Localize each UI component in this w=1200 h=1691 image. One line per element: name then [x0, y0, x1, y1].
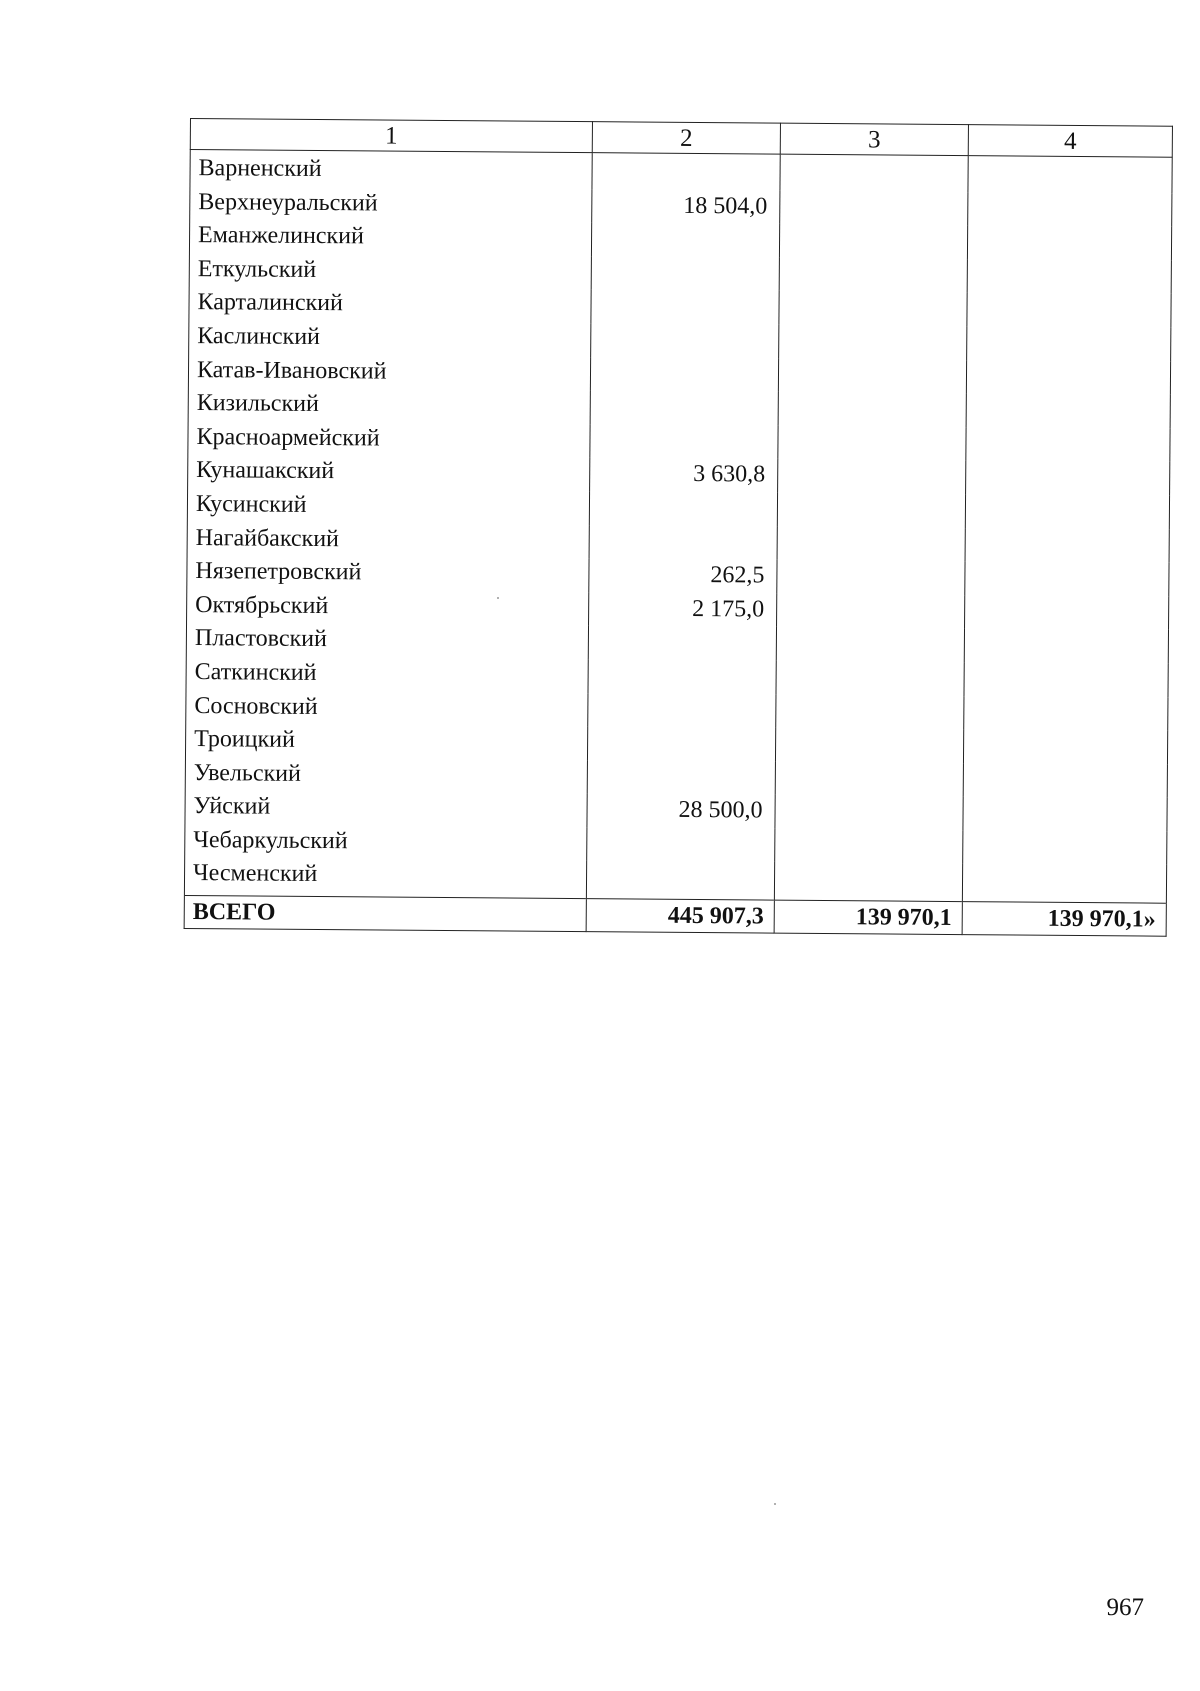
- cell-col-3: [778, 425, 966, 460]
- cell-col-3: [778, 358, 966, 393]
- cell-col-2: 262,5: [589, 558, 777, 593]
- cell-col-2: 2 175,0: [589, 592, 777, 627]
- cell-col-2: [589, 491, 777, 526]
- cell-col-4: [962, 864, 1166, 904]
- header-col-4: 4: [968, 125, 1172, 158]
- scan-speck: [497, 597, 499, 599]
- district-name: Еткульский: [189, 253, 591, 290]
- cell-col-4: [968, 156, 1172, 194]
- cell-col-3: [776, 694, 964, 729]
- cell-col-3: [775, 795, 963, 830]
- cell-col-4: [966, 427, 1170, 462]
- cell-col-4: [963, 763, 1167, 798]
- district-name: Чесменский: [184, 857, 586, 898]
- cell-col-2: [590, 390, 778, 425]
- cell-col-3: [779, 291, 967, 326]
- district-name: Пластовский: [186, 622, 588, 659]
- cell-col-2: [586, 861, 774, 901]
- cell-col-4: [965, 494, 1169, 529]
- scan-speck: [774, 1503, 776, 1505]
- cell-col-2: [590, 357, 778, 392]
- cell-col-3: [776, 661, 964, 696]
- cell-col-2: [591, 290, 779, 325]
- district-name: Нагайбакский: [187, 522, 589, 559]
- total-col-3: 139 970,1: [774, 900, 962, 934]
- cell-col-4: [965, 561, 1169, 596]
- total-col-2: 445 907,3: [586, 899, 774, 933]
- cell-col-3: [780, 190, 968, 225]
- district-name: Катав-Ивановский: [188, 354, 590, 391]
- cell-col-2: [591, 222, 779, 257]
- cell-col-3: [776, 627, 964, 662]
- total-row: [184, 896, 1166, 937]
- cell-col-3: [774, 862, 962, 902]
- cell-col-3: [777, 526, 965, 561]
- cell-col-4: [967, 326, 1171, 361]
- cell-col-2: [591, 323, 779, 358]
- cell-col-4: [964, 662, 1168, 697]
- cell-col-4: [963, 830, 1167, 865]
- cell-col-4: [964, 628, 1168, 663]
- district-name: Каслинский: [189, 320, 591, 357]
- cell-col-2: [587, 760, 775, 795]
- cell-col-3: [779, 325, 967, 360]
- district-name: Варненский: [190, 150, 592, 189]
- cell-col-4: [963, 796, 1167, 831]
- cell-col-4: [968, 192, 1172, 227]
- total-col-4: 139 970,1»: [962, 902, 1166, 937]
- district-name: Красноармейский: [188, 421, 590, 458]
- cell-col-4: [967, 225, 1171, 260]
- cell-col-2: [592, 153, 780, 191]
- cell-col-2: [589, 525, 777, 560]
- table-body: [184, 150, 1172, 904]
- cell-col-2: [587, 726, 775, 761]
- cell-col-3: [779, 257, 967, 292]
- cell-col-4: [966, 460, 1170, 495]
- district-name: Чебаркульский: [185, 824, 587, 861]
- cell-col-3: [775, 828, 963, 863]
- cell-col-4: [965, 595, 1169, 630]
- cell-col-2: [588, 625, 776, 660]
- cell-col-4: [967, 259, 1171, 294]
- total-label: ВСЕГО: [184, 896, 586, 932]
- cell-col-3: [779, 224, 967, 259]
- cell-col-4: [964, 696, 1168, 731]
- district-name: Увельский: [185, 757, 587, 794]
- table-footer: [184, 896, 1166, 937]
- district-name: Кусинский: [187, 488, 589, 525]
- cell-col-4: [966, 360, 1170, 395]
- header-col-3: 3: [780, 123, 968, 155]
- cell-col-3: [778, 392, 966, 427]
- cell-col-4: [967, 292, 1171, 327]
- cell-col-2: [588, 659, 776, 694]
- cell-col-3: [775, 728, 963, 763]
- district-name: Верхнеуральский: [190, 186, 592, 223]
- cell-col-2: [591, 256, 779, 291]
- district-name: Еманжелинский: [189, 219, 591, 256]
- cell-col-3: [777, 493, 965, 528]
- cell-col-3: [778, 459, 966, 494]
- page-number: 967: [1106, 1594, 1144, 1621]
- cell-col-3: [777, 560, 965, 595]
- cell-col-4: [966, 393, 1170, 428]
- header-col-1: 1: [190, 119, 592, 153]
- district-name: Кизильский: [188, 387, 590, 424]
- cell-col-2: 3 630,8: [590, 457, 778, 492]
- cell-col-3: [775, 761, 963, 796]
- cell-col-3: [780, 154, 968, 192]
- district-name: Октябрьский: [187, 589, 589, 626]
- cell-col-2: [590, 424, 778, 459]
- cell-col-2: [587, 827, 775, 862]
- cell-col-2: 18 504,0: [592, 189, 780, 224]
- cell-col-2: [588, 693, 776, 728]
- district-name: Троицкий: [185, 723, 587, 760]
- district-name: Сосновский: [186, 689, 588, 726]
- district-name: Нязепетровский: [187, 555, 589, 592]
- district-name: Уйский: [185, 790, 587, 827]
- allocation-table: [184, 118, 1173, 937]
- cell-col-4: [963, 729, 1167, 764]
- district-name: Кунашакский: [188, 454, 590, 491]
- header-col-2: 2: [592, 122, 780, 154]
- cell-col-4: [965, 528, 1169, 563]
- district-name: Карталинский: [189, 286, 591, 323]
- cell-col-3: [777, 593, 965, 628]
- cell-col-2: 28 500,0: [587, 793, 775, 828]
- district-name: Саткинский: [186, 656, 588, 693]
